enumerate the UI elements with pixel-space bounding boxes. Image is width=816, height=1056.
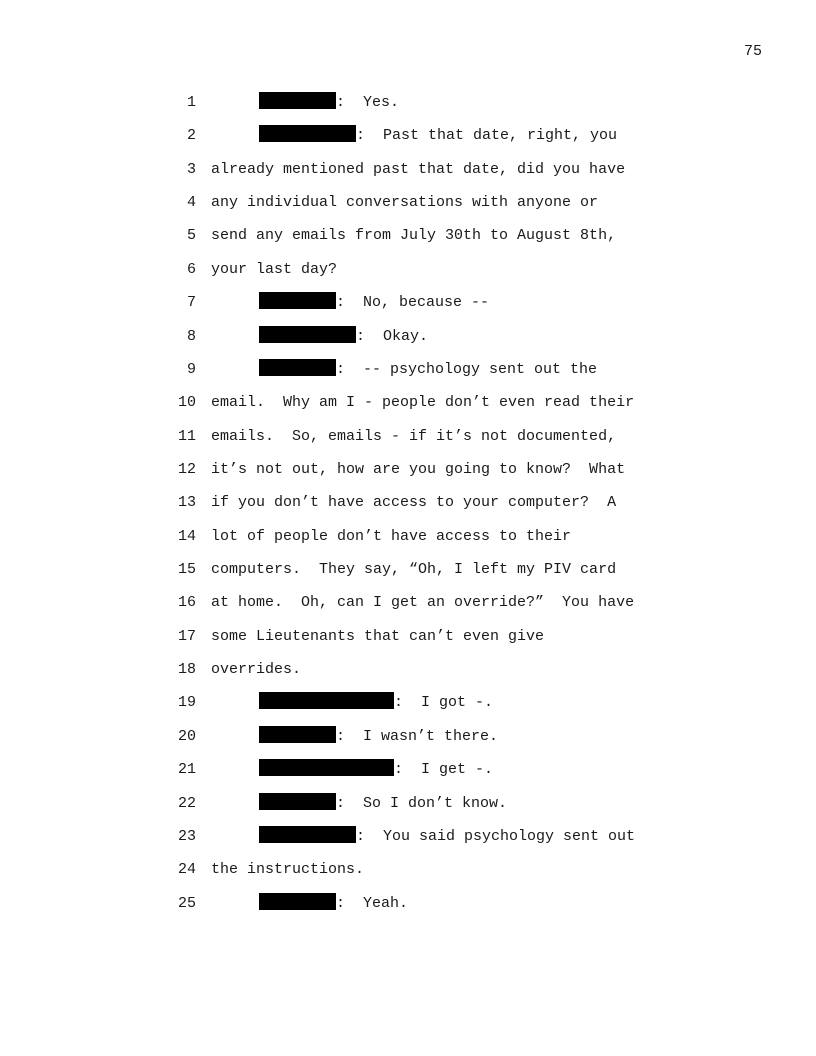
line-text: lot of people don’t have access to their: [211, 527, 572, 545]
line-content: [259, 292, 489, 314]
line-text: the instructions.: [211, 861, 365, 879]
redaction-block: [259, 692, 394, 709]
line-number: 25: [177, 894, 196, 912]
line-number: 20: [177, 727, 196, 745]
transcript-line: [0, 459, 816, 492]
line-number: 22: [177, 794, 196, 812]
line-number: 9: [186, 360, 196, 378]
line-text: : -- psychology sent out the: [336, 360, 598, 378]
transcript-line: [0, 125, 816, 158]
line-text: email. Why am I - people don’t even read their: [211, 394, 635, 412]
transcript-line: [0, 359, 816, 392]
line-number: 13: [177, 494, 196, 512]
redaction-block: [259, 826, 356, 843]
transcript-line: [0, 759, 816, 792]
line-number: 7: [186, 294, 196, 312]
redaction-block: [259, 125, 356, 142]
redaction-block: [259, 326, 356, 343]
redaction-block: [259, 793, 336, 810]
redaction-block: [259, 893, 336, 910]
line-text: : No, because --: [336, 294, 490, 312]
line-number: 12: [177, 460, 196, 478]
line-number: 5: [186, 227, 196, 245]
line-text: emails. So, emails - if it’s not documented,: [211, 427, 617, 445]
redaction-block: [259, 359, 336, 376]
line-text: at home. Oh, can I get an override?” You have: [211, 594, 635, 612]
line-text: send any emails from July 30th to August 8th,: [211, 227, 617, 245]
line-content: [259, 359, 597, 381]
line-text: : Yes.: [336, 94, 400, 111]
line-content: [259, 826, 635, 848]
transcript-line: [0, 826, 816, 859]
line-text: overrides.: [211, 661, 302, 679]
line-text: some Lieutenants that can’t even give: [211, 627, 545, 645]
line-content: [259, 793, 507, 815]
line-content: [259, 326, 428, 348]
line-number: 17: [177, 627, 196, 645]
line-text: it’s not out, how are you going to know? What: [211, 460, 626, 478]
transcript-line: [0, 326, 816, 359]
line-text: : Yeah.: [336, 894, 409, 912]
transcript-body: [0, 92, 816, 926]
transcript-line: [0, 893, 816, 926]
transcript-line: [0, 292, 816, 325]
line-number: 15: [177, 561, 196, 579]
transcript-line: [0, 392, 816, 425]
redaction-block: [259, 292, 336, 309]
line-number: 18: [177, 661, 196, 679]
transcript-line: [0, 793, 816, 826]
transcript-line: [0, 492, 816, 525]
line-number: 14: [177, 527, 196, 545]
transcript-line: [0, 559, 816, 592]
line-number: 11: [177, 427, 196, 445]
line-content: [259, 92, 399, 114]
transcript-line: [0, 626, 816, 659]
line-number: 21: [177, 761, 196, 779]
line-number: 10: [177, 394, 196, 412]
transcript-line: [0, 426, 816, 459]
transcript-line: [0, 225, 816, 258]
redaction-block: [259, 726, 336, 743]
line-text: : I wasn’t there.: [336, 727, 499, 745]
page-number: 75: [743, 43, 762, 60]
line-number: 8: [186, 327, 196, 345]
line-number: 19: [177, 694, 196, 712]
line-content: [259, 893, 408, 915]
redaction-block: [259, 92, 336, 109]
transcript-line: [0, 159, 816, 192]
line-number: 6: [186, 260, 196, 278]
line-content: [259, 125, 617, 147]
line-number: 23: [177, 827, 196, 845]
redaction-block: [259, 759, 394, 776]
line-text: : You said psychology sent out: [356, 827, 636, 845]
transcript-line: [0, 726, 816, 759]
line-content: [259, 759, 493, 781]
transcript-line: [0, 692, 816, 725]
line-number: 1: [186, 94, 196, 111]
line-text: if you don’t have access to your computer? A: [211, 494, 617, 512]
transcript-line: [0, 92, 816, 125]
transcript-line: [0, 526, 816, 559]
transcript-line: [0, 259, 816, 292]
line-text: already mentioned past that date, did you have: [211, 160, 626, 178]
transcript-line: [0, 659, 816, 692]
line-text: : I get -.: [394, 761, 494, 779]
line-content: [259, 726, 498, 748]
line-text: : Past that date, right, you: [356, 127, 618, 145]
transcript-line: [0, 859, 816, 892]
line-number: 3: [186, 160, 196, 178]
line-content: [259, 692, 493, 714]
transcript-line: [0, 192, 816, 225]
line-text: : I got -.: [394, 694, 494, 712]
line-text: : Okay.: [356, 327, 429, 345]
line-number: 24: [177, 861, 196, 879]
transcript-line: [0, 592, 816, 625]
line-text: your last day?: [211, 260, 338, 278]
line-text: : So I don’t know.: [336, 794, 508, 812]
line-text: computers. They say, “Oh, I left my PIV card: [211, 561, 617, 579]
line-number: 16: [177, 594, 196, 612]
line-number: 2: [186, 127, 196, 145]
line-number: 4: [186, 194, 196, 212]
line-text: any individual conversations with anyone or: [211, 194, 599, 212]
